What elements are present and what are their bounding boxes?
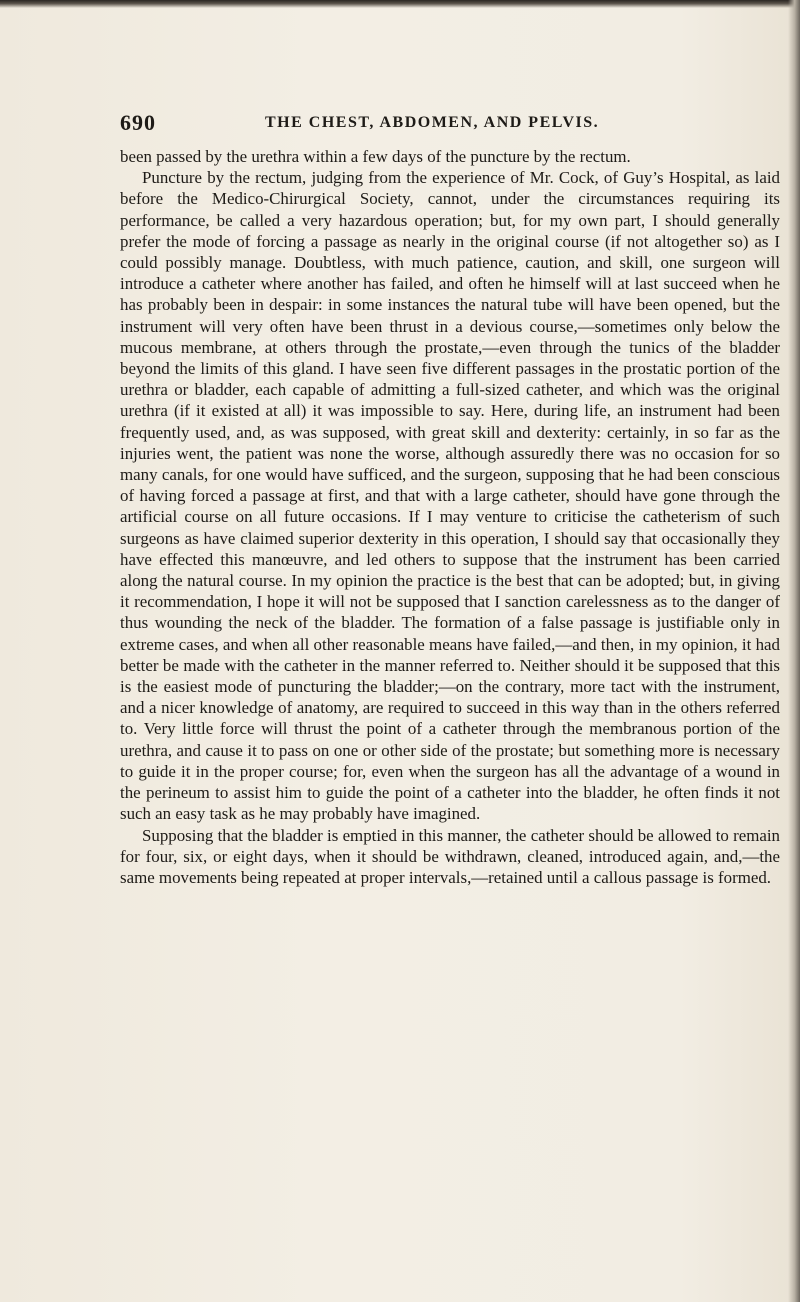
- page-spine-shadow: [788, 0, 800, 1302]
- page-header: [120, 110, 780, 138]
- page-number: 690: [120, 110, 156, 135]
- page-top-shadow: [0, 0, 800, 8]
- paragraph-bladder-emptied: Supposing that the bladder is emptied in this manner, the catheter should be allowed to remain for four, six, or eight days, when it should be withdrawn, cleaned, introduced again, and,—the same movements being repeated at proper intervals,—retained until a callous passage is formed.: [120, 825, 780, 887]
- body-text: [120, 146, 780, 888]
- running-title: THE CHEST, ABDOMEN, AND PELVIS.: [265, 114, 600, 131]
- paragraph-puncture-by-rectum: Puncture by the rectum, judging from the experience of Mr. Cock, of Guy’s Hospital, as laid before the Medico-Chirurgical Society, cannot, under the circumstances requiring its performance, be called a very hazardous operation; but, for my own part, I should generally prefer the mode of forcing a passage as nearly in the original course (if not altogether so) as I could possibly manage. Doubtless, with much patience, caution, and skill, one surgeon will introduce a catheter where another has failed, and often he himself will at last succeed when he has probably been in despair: in some instances the natural tube will have been opened, but the instrument will very often have been thrust in a devious course,—sometimes only below the mucous membrane, at others through the prostate,—even through the tunics of the bladder beyond the limits of this gland. I have seen five different passages in the prostatic portion of the urethra or bladder, each capable of admitting a full-sized catheter, and which was the original urethra (if it existed at all) it was impossible to say. Here, during life, an instrument had been frequently used, and, as was supposed, with great skill and dexterity: certainly, in so far as the injuries went, the patient was none the worse, although assuredly there was no occasion for so many canals, for one would have sufficed, and the surgeon, supposing that he had been conscious of having forced a passage at first, and that with a large catheter, should have gone through the artificial course on all future occasions. If I may venture to criticise the catheterism of such surgeons as have claimed superior dexterity in this operation, I should say that occasionally they have effected this manœuvre, and led others to suppose that the instrument has been carried along the natural course. In my opinion the practice is the best that can be adopted; but, in giving it recommendation, I hope it will not be supposed that I sanction carelessness as to the danger of thus wounding the neck of the bladder. The formation of a false passage is justifiable only in extreme cases, and when all other reasonable means have failed,—and then, in my opinion, it had better be made with the catheter in the manner referred to. Neither should it be supposed that this is the easiest mode of puncturing the bladder;—on the contrary, more tact with the instrument, and a nicer knowledge of anatomy, are required to succeed in this way than in the others referred to. Very little force will thrust the point of a catheter through the membranous portion of the urethra, and cause it to pass on one or other side of the prostate; but something more is necessary to guide it in the proper course; for, even when the surgeon has all the advantage of a wound in the perineum to assist him to guide the point of a catheter into the bladder, he often finds it not such an easy task as he may probably have imagined.: [120, 168, 780, 824]
- paragraph-continuation: been passed by the urethra within a few days of the puncture by the rectum.: [120, 147, 631, 166]
